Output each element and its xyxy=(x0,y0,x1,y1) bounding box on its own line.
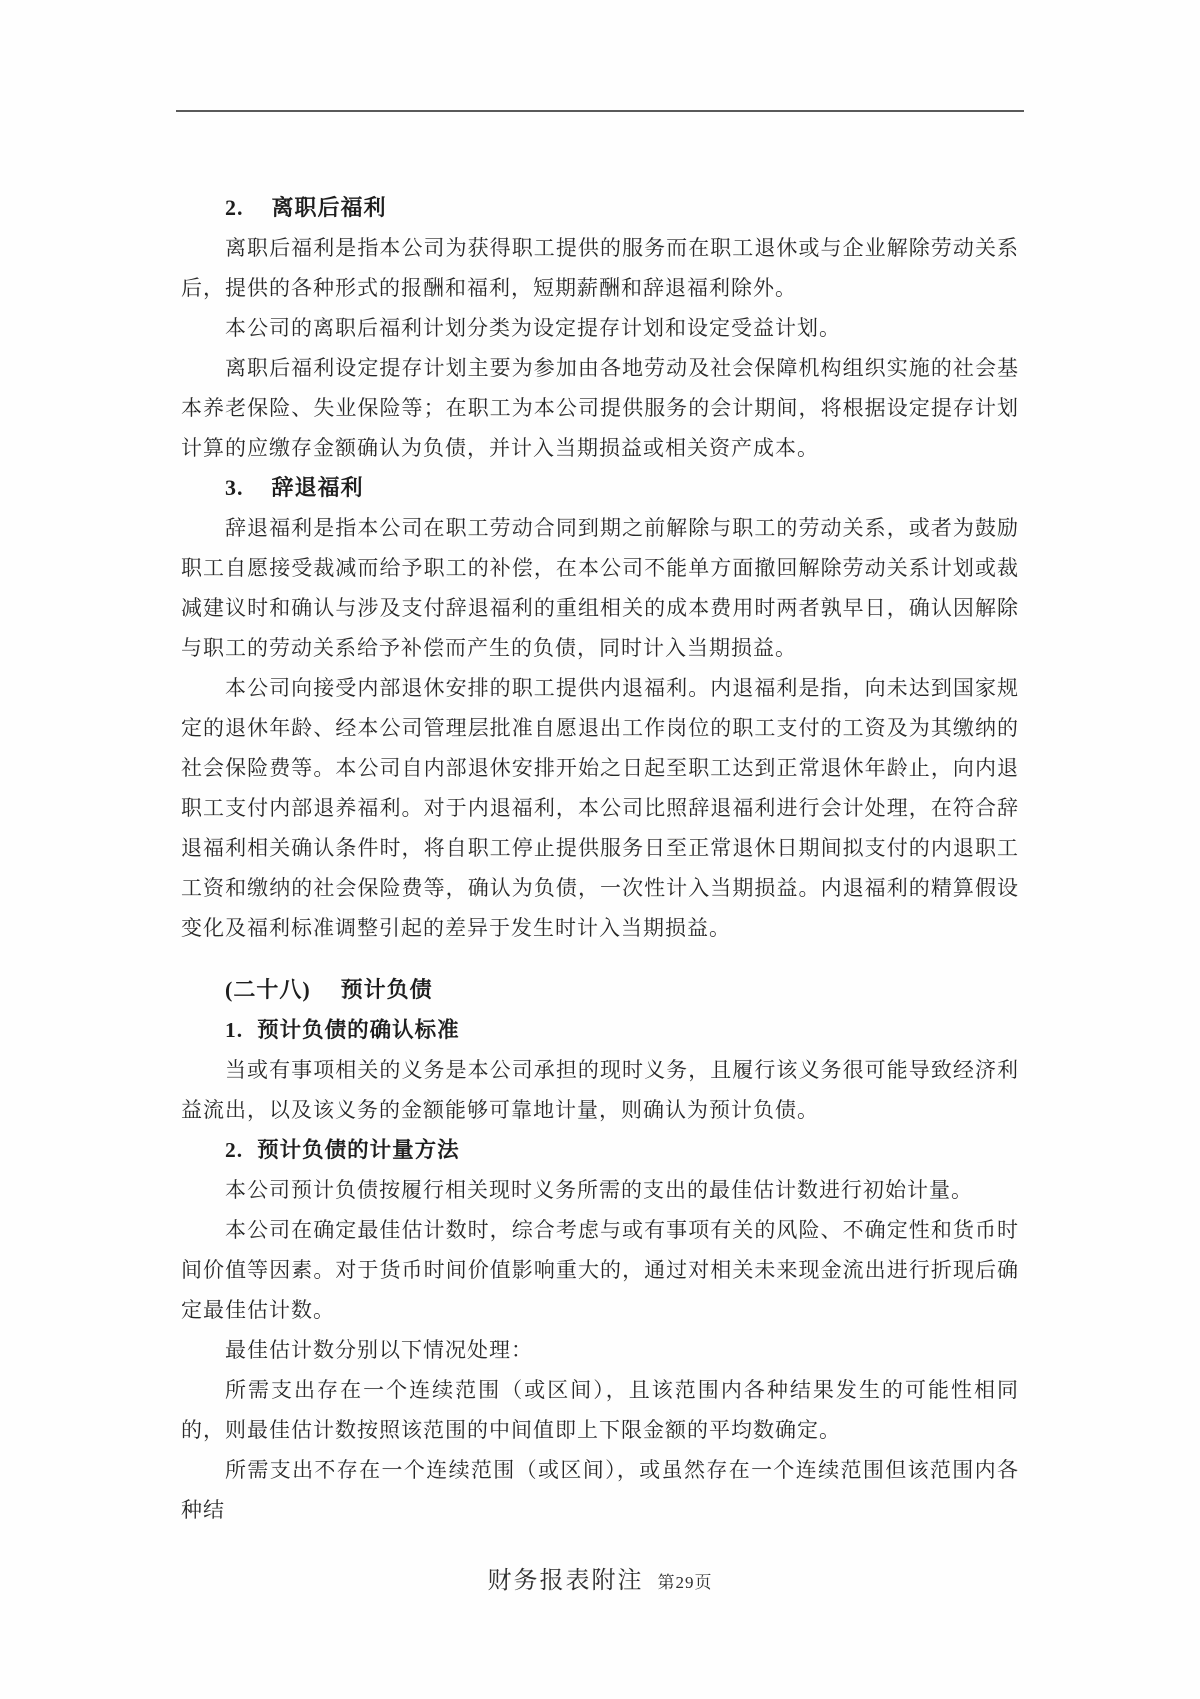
paragraph: 本公司的离职后福利计划分类为设定提存计划和设定受益计划。 xyxy=(225,316,841,340)
paragraph: 所需支出存在一个连续范围（或区间），且该范围内各种结果发生的可能性相同的，则最佳估计数按照该范围的中间值即上下限金额的平均数确定。 xyxy=(181,1378,1019,1442)
section-heading xyxy=(181,468,1019,508)
document-content xyxy=(181,188,1019,1530)
heading-title: 预计负债的确认标准 xyxy=(257,1018,460,1042)
paragraph: 本公司向接受内部退休安排的职工提供内退福利。内退福利是指，向未达到国家规定的退休年龄、经本公司管理层批准自愿退出工作岗位的职工支付的工资及为其缴纳的社会保险费等。本公司自内部退休安排开始之日起至职工达到正常退休年龄止，向内退职工支付内部退养福利。对于内退福利，本公司比照辞退福利进行会计处理，在符合辞退福利相关确认条件时，将自职工停止提供服务日至正常退休日期间拟支付的内退职工工资和缴纳的社会保险费等，确认为负债，一次性计入当期损益。内退福利的精算假设变化及福利标准调整引起的差异于发生时计入当期损益。 xyxy=(181,676,1019,940)
heading-title: 预计负债的计量方法 xyxy=(257,1138,460,1162)
heading-title: 预计负债 xyxy=(340,977,433,1002)
heading-number: 2. xyxy=(225,1138,244,1162)
footer-title: 财务报表附注 xyxy=(487,1568,644,1594)
section-heading xyxy=(181,188,1019,228)
heading-number: 3. xyxy=(225,475,244,500)
heading-number: (二十八) xyxy=(225,977,311,1002)
paragraph: 辞退福利是指本公司在职工劳动合同到期之前解除与职工的劳动关系，或者为鼓励职工自愿接受裁减而给予职工的补偿，在本公司不能单方面撤回解除劳动关系计划或裁减建议时和确认与涉及支付辞退福利的重组相关的成本费用时两者孰早日，确认因解除与职工的劳动关系给予补偿而产生的负债，同时计入当期损益。 xyxy=(181,516,1019,660)
subsection-heading xyxy=(181,1130,1019,1170)
footer-page-number: 第29页 xyxy=(657,1573,713,1592)
heading-title: 离职后福利 xyxy=(271,195,387,220)
subsection-heading xyxy=(181,1010,1019,1050)
paragraph: 离职后福利是指本公司为获得职工提供的服务而在职工退休或与企业解除劳动关系后，提供的各种形式的报酬和福利，短期薪酬和辞退福利除外。 xyxy=(181,236,1019,300)
paragraph: 离职后福利设定提存计划主要为参加由各地劳动及社会保障机构组织实施的社会基本养老保险、失业保险等；在职工为本公司提供服务的会计期间，将根据设定提存计划计算的应缴存金额确认为负债，并计入当期损益或相关资产成本。 xyxy=(181,356,1019,460)
paragraph: 最佳估计数分别以下情况处理： xyxy=(225,1338,533,1362)
header-rule xyxy=(176,110,1024,112)
paragraph: 本公司在确定最佳估计数时，综合考虑与或有事项有关的风险、不确定性和货币时间价值等因素。对于货币时间价值影响重大的，通过对相关未来现金流出进行折现后确定最佳估计数。 xyxy=(181,1218,1019,1322)
page-footer xyxy=(0,1560,1200,1595)
heading-number: 1. xyxy=(225,1018,244,1042)
heading-number: 2. xyxy=(225,195,244,220)
chapter-heading xyxy=(181,970,1019,1010)
heading-title: 辞退福利 xyxy=(271,475,364,500)
paragraph: 本公司预计负债按履行相关现时义务所需的支出的最佳估计数进行初始计量。 xyxy=(225,1178,973,1202)
paragraph: 所需支出不存在一个连续范围（或区间），或虽然存在一个连续范围但该范围内各种结 xyxy=(181,1458,1019,1522)
paragraph: 当或有事项相关的义务是本公司承担的现时义务，且履行该义务很可能导致经济利益流出，以及该义务的金额能够可靠地计量，则确认为预计负债。 xyxy=(181,1058,1019,1122)
